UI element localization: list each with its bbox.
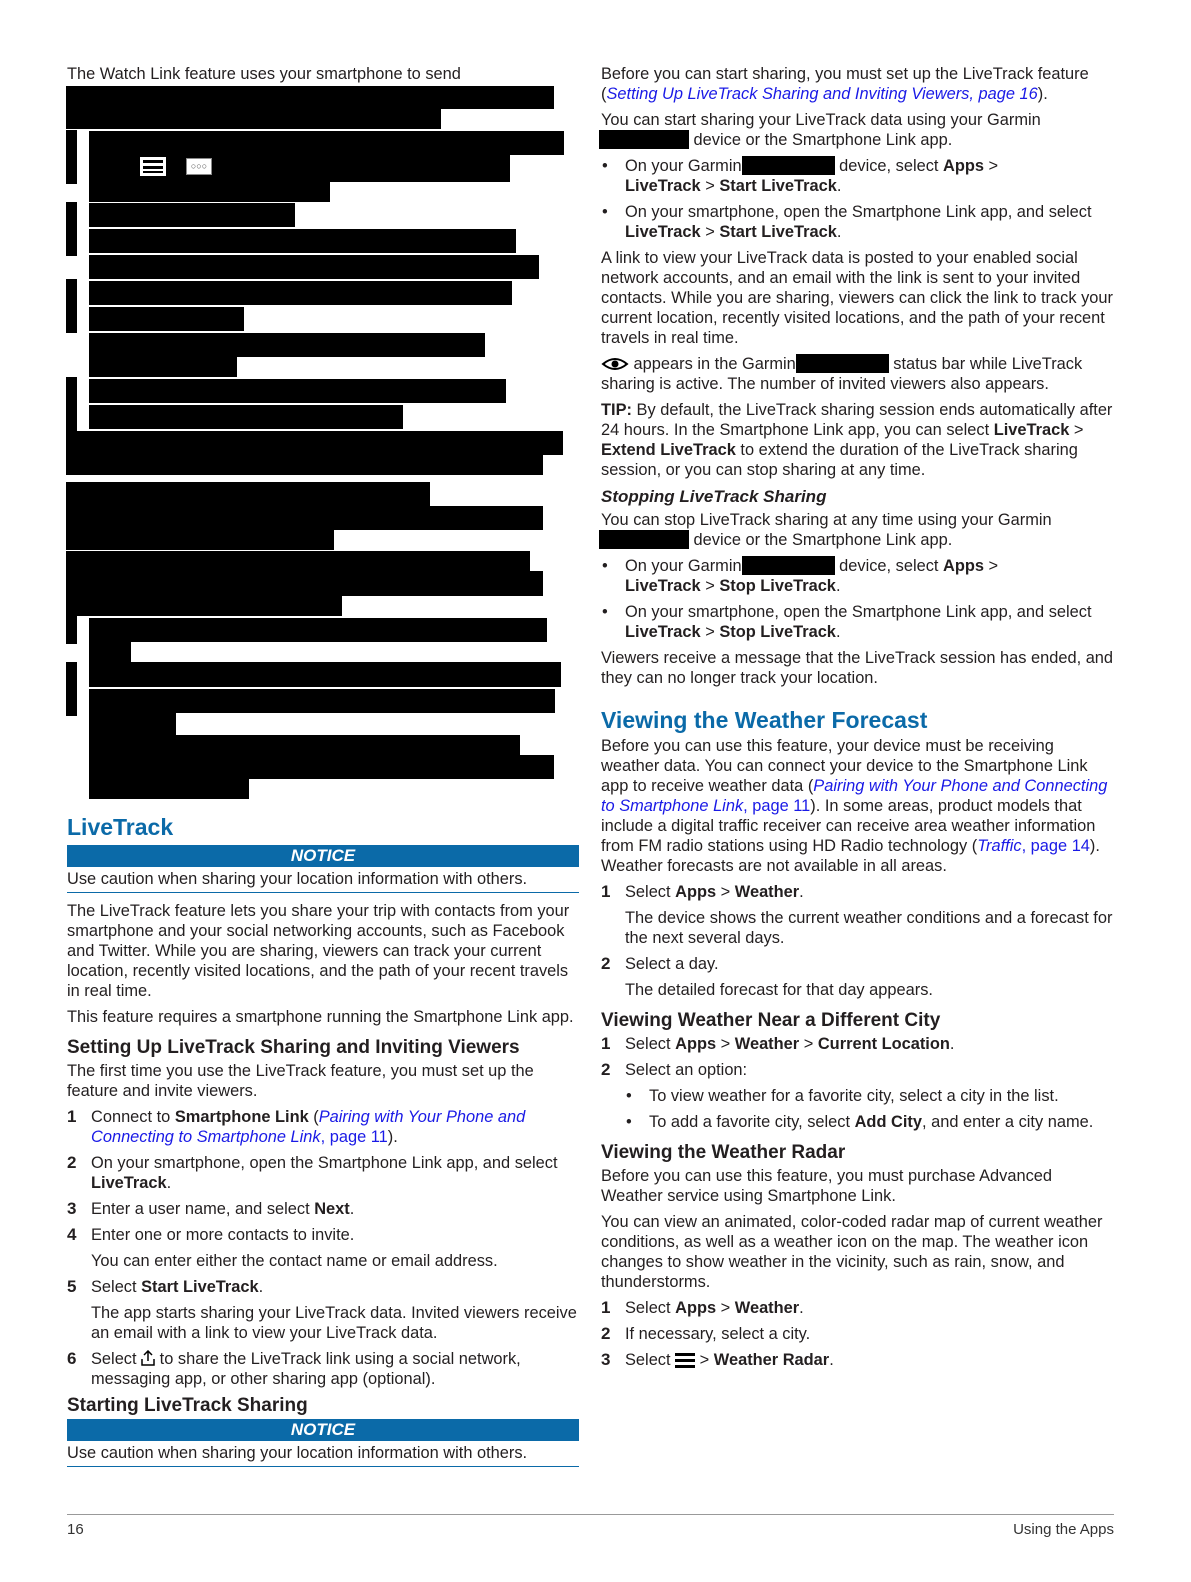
starting-notice-label: NOTICE	[67, 1419, 579, 1441]
section-name: Using the Apps	[1013, 1521, 1114, 1538]
page-number: 16	[67, 1521, 84, 1538]
page-footer	[67, 1514, 1114, 1538]
radar-step-3: 3 Select > Weather Radar.	[601, 1350, 834, 1369]
weather-step-1-note: The device shows the current weather conditions and a forecast for the next several days.	[625, 909, 1113, 947]
setup-step-3: 3 Enter a user name, and select Next.	[67, 1199, 355, 1218]
starting-link-info: A link to view your LiveTrack data is posted to your enabled social network accounts, and an email with the link is sent to your invited contacts. While you are sharing, viewers can click the link to track your current location, recently visited locations, and the path of your recent travels in real time.	[601, 249, 1113, 347]
city-step-2: 2 Select an option:	[601, 1060, 748, 1079]
pairing-page-link-2[interactable]: page 11	[752, 797, 811, 815]
setup-step-5-note: The app starts sharing your LiveTrack data. Invited viewers receive an email with a link to view your LiveTrack data.	[91, 1304, 577, 1342]
weather-step-2: 2 Select a day.	[601, 954, 719, 973]
stopping-heading: Stopping LiveTrack Sharing	[601, 487, 827, 506]
setup-livetrack-link[interactable]: Setting Up LiveTrack Sharing and Inviting Viewers, page 16	[606, 85, 1038, 103]
city-step-1: 1 Select Apps > Weather > Current Location.	[601, 1034, 955, 1053]
starting-prereq: Before you can start sharing, you must set up the LiveTrack feature (Setting Up LiveTrack Sharing and Inviting Viewers, page 16).	[601, 65, 1089, 103]
menu-icon	[140, 157, 166, 176]
notice-label: NOTICE	[67, 845, 579, 867]
starting-bullet-device: • On your Garmin device, select Apps > LiveTrack > Start LiveTrack.	[602, 157, 999, 195]
starting-intro: You can start sharing your LiveTrack data using your Garmin device or the Smartphone Link app.	[601, 111, 1041, 149]
setup-step-4: 4 Enter one or more contacts to invite.	[67, 1225, 355, 1244]
setup-heading: Setting Up LiveTrack Sharing and Inviting Viewers	[67, 1037, 520, 1058]
traffic-page-link[interactable]: page 14	[1030, 837, 1090, 855]
livetrack-heading: LiveTrack	[67, 814, 174, 840]
city-option-favorite: • To view weather for a favorite city, select a city in the list.	[626, 1087, 1059, 1105]
stopping-bullet-phone: • On your smartphone, open the Smartphone Link app, and select LiveTrack > Stop LiveTrack.	[602, 603, 1092, 641]
starting-notice-text: Use caution when sharing your location information with others.	[67, 1441, 579, 1467]
watch-link-intro: The Watch Link feature uses your smartphone to send	[67, 65, 461, 83]
livetrack-description: The LiveTrack feature lets you share your trip with contacts from your smartphone and your social networking accounts, such as Facebook and Twitter. While you are sharing, viewers can track your current location, recently visited locations, and the path of your recent travels in real time.	[67, 902, 570, 1000]
right-column	[601, 64, 1114, 1376]
more-icon: ○○○	[186, 158, 212, 175]
livetrack-section	[67, 813, 579, 1475]
share-icon	[141, 1350, 155, 1366]
radar-prereq: Before you can use this feature, you must purchase Advanced Weather service using Smartphone Link.	[601, 1167, 1053, 1205]
setup-step-5: 5 Select Start LiveTrack.	[67, 1277, 264, 1296]
eye-icon	[601, 356, 629, 372]
city-option-add: • To add a favorite city, select Add City, and enter a city name.	[626, 1113, 1094, 1131]
stopping-intro: You can stop LiveTrack sharing at any time using your Garmin device or the Smartphone Link app.	[601, 511, 1052, 549]
stopping-bullet-device: • On your Garmin device, select Apps > LiveTrack > Stop LiveTrack.	[602, 557, 999, 595]
weather-heading: Viewing the Weather Forecast	[601, 707, 928, 733]
menu-icon	[675, 1353, 695, 1367]
weather-intro: Before you can use this feature, your device must be receiving weather data. You can connect your device to the Smartphone Link app to receive weather data (Pairing with Your Phone and Connecting to Smartphone Link, page 11). In some areas, product models that include a digital traffic receiver can receive area weather information from FM radio stations using HD Radio technology (Traffic, page 14). Weather forecasts are not available in all areas.	[601, 737, 1108, 875]
radar-step-1: 1 Select Apps > Weather.	[601, 1298, 804, 1317]
radar-heading: Viewing the Weather Radar	[601, 1142, 846, 1163]
starting-tip: TIP: By default, the LiveTrack sharing session ends automatically after 24 hours. In the Smartphone Link app, you can select LiveTrack > Extend LiveTrack to extend the duration of the LiveTrack sharing session, or you can stop sharing at any time.	[601, 401, 1113, 479]
setup-step-1: 1 Connect to Smartphone Link (Pairing with Your Phone and Connecting to Smartphone Link, page 11).	[67, 1107, 526, 1146]
radar-description: You can view an animated, color-coded radar map of current weather conditions, as well as a weather icon on the map. The weather icon changes to show weather in the vicinity, such as rain, snow, and thunderstorms.	[601, 1213, 1103, 1291]
notice-text: Use caution when sharing your location information with others.	[67, 867, 579, 893]
setup-step-4-note: You can enter either the contact name or email address.	[91, 1252, 498, 1270]
starting-status-info: appears in the Garmin status bar while LiveTrack sharing is active. The number of invited viewers also appears.	[601, 355, 1083, 393]
weather-step-2-note: The detailed forecast for that day appears.	[625, 981, 933, 999]
setup-step-6: 6 Select to share the LiveTrack link using a social network, messaging app, or other sharing app (optional).	[67, 1349, 521, 1388]
starting-heading: Starting LiveTrack Sharing	[67, 1395, 308, 1416]
radar-step-2: 2 If necessary, select a city.	[601, 1324, 811, 1343]
traffic-link[interactable]: Traffic	[977, 837, 1022, 855]
pairing-page-link[interactable]: page 11	[329, 1128, 388, 1146]
pairing-link-2[interactable]: Pairing with Your Phone and Connecting to Smartphone Link	[601, 777, 1108, 815]
left-column	[67, 64, 579, 84]
starting-bullet-phone: • On your smartphone, open the Smartphone Link app, and select LiveTrack > Start LiveTrack.	[602, 203, 1092, 241]
setup-intro: The first time you use the LiveTrack feature, you must set up the feature and invite viewers.	[67, 1062, 534, 1100]
pairing-link[interactable]: Pairing with Your Phone and Connecting to Smartphone Link	[91, 1108, 526, 1146]
setup-step-2: 2 On your smartphone, open the Smartphone Link app, and select LiveTrack.	[67, 1153, 558, 1192]
stopping-result: Viewers receive a message that the LiveTrack session has ended, and they can no longer track your location.	[601, 649, 1114, 687]
weather-step-1: 1 Select Apps > Weather.	[601, 882, 804, 901]
city-heading: Viewing Weather Near a Different City	[601, 1010, 941, 1031]
livetrack-requirement: This feature requires a smartphone running the Smartphone Link app.	[67, 1008, 574, 1026]
